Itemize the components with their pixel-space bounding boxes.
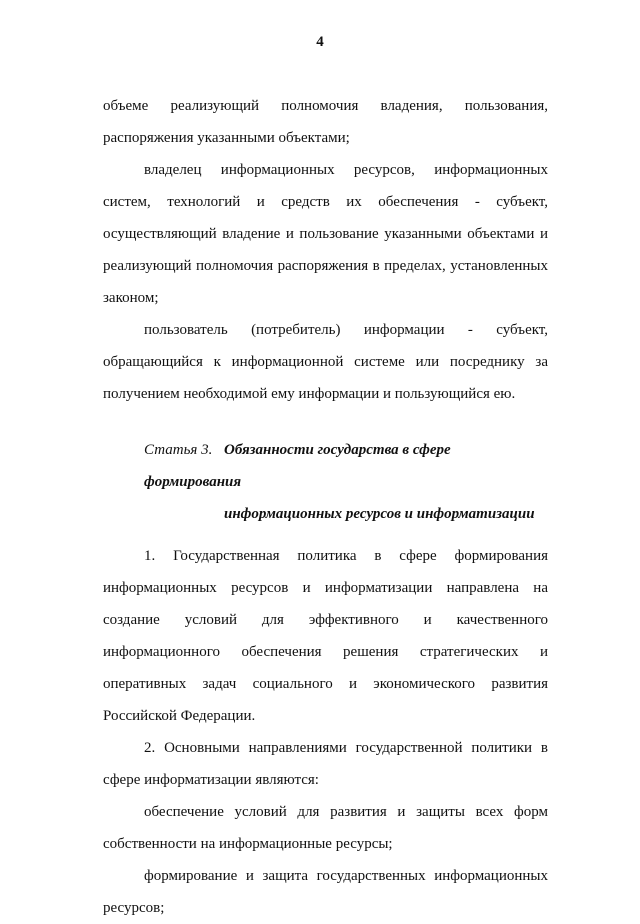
- document-body: [103, 90, 548, 924]
- paragraph-user-definition: пользователь (потребитель) информации - субъект, обращающийся к информационной системе или посреднику за получением необходимой ему информации и пользующийся ею.: [103, 322, 548, 402]
- paragraph-state-resources: формирование и защита государственных информационных ресурсов;: [103, 868, 548, 916]
- article-label: Статья 3.: [144, 442, 213, 458]
- article-title-line2: информационных ресурсов и информатизации: [224, 506, 535, 522]
- paragraph-policy-directions: 2. Основными направлениями государственной политики в сфере информатизации являются:: [103, 740, 548, 788]
- article-title-line1: Обязанности государства в сфере формирования: [144, 442, 451, 490]
- paragraph-owner-definition: владелец информационных ресурсов, информационных систем, технологий и средств их обеспечения - субъект, осуществляющий владение и пользование указанными объектами и реализующий полномочия распоряжения в пределах, установленных законом;: [103, 162, 548, 306]
- paragraph-state-policy: 1. Государственная политика в сфере формирования информационных ресурсов и информатизации направлена на создание условий для эффективного и качественного информационного обеспечения решения стратегических и оперативных задач социального и экономического развития Российской Федерации.: [103, 548, 548, 724]
- page-number: 4: [316, 34, 324, 50]
- article-heading: [103, 434, 548, 530]
- paragraph-ownership-continuation: объеме реализующий полномочия владения, пользования, распоряжения указанными объектами;: [103, 98, 548, 146]
- paragraph-property-protection: обеспечение условий для развития и защиты всех форм собственности на информационные ресурсы;: [103, 804, 548, 852]
